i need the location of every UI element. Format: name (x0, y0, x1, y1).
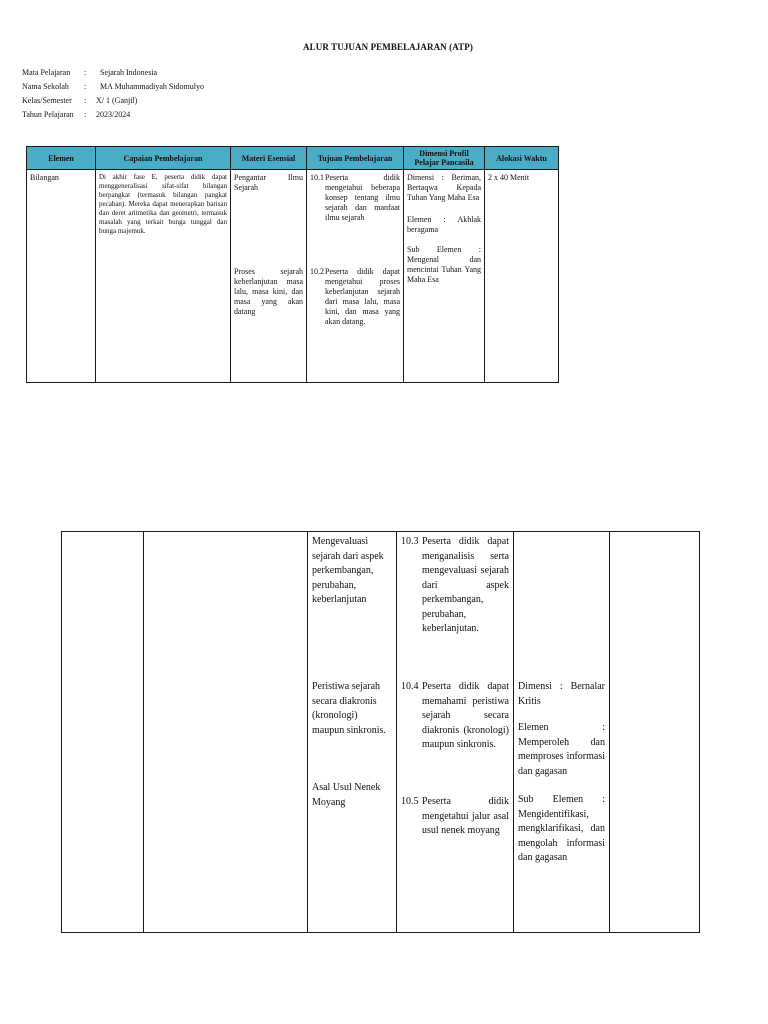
dimensi-item: Dimensi : Bernalar Kritis (518, 681, 605, 707)
dimensi-item: Elemen : Memperoleh dan memproses informasi dan gagasan (518, 722, 605, 777)
header-tujuan: Tujuan Pembelajaran (307, 147, 404, 170)
header-elemen: Elemen (27, 147, 96, 170)
meta-key: Tahun Pelajaran (22, 110, 74, 119)
tujuan-number: 10.2 (310, 267, 324, 276)
meta-colon: : (84, 82, 87, 91)
document-title: ALUR TUJUAN PEMBELAJARAN (ATP) (303, 42, 473, 52)
document-meta (22, 66, 204, 122)
cell-tujuan (397, 532, 514, 933)
materi-item: Pengantar Ilmu Sejarah (234, 173, 303, 192)
cell-materi (231, 170, 307, 383)
meta-value: MA Muhammadiyah Sidomulyo (100, 82, 204, 91)
tujuan-number: 10.5 (401, 796, 419, 807)
tujuan-text: Peserta didik dapat menganalisis serta mengevaluasi sejarah dari aspek perkembangan, perubahan, keberlanjutan. (422, 536, 509, 634)
meta-colon: : (84, 110, 87, 119)
tujuan-item (310, 267, 400, 327)
header-materi: Materi Esensial (231, 147, 307, 170)
meta-key: Nama Sekolah (22, 82, 69, 91)
cell-elemen: Bilangan (27, 170, 96, 383)
header-dimensi: Dimensi Profil Pelajar Pancasila (404, 147, 485, 170)
atp-table-page1 (26, 146, 559, 383)
meta-colon: : (84, 68, 87, 77)
cell-elemen-empty (62, 532, 144, 933)
tujuan-text: Peserta didik dapat mengetahui proses keberlanjutan sejarah dari masa lalu, masa kini, dan masa yang akan datang. (325, 267, 400, 326)
meta-row-class (22, 94, 204, 108)
meta-row-subject (22, 66, 204, 80)
meta-value: X/ 1 (Ganjil) (96, 96, 138, 105)
cell-capaian: Di akhir fase E, peserta didik dapat menggeneralisasi sifat-sifat bilangan berpangkat (termasuk bilangan pangkat pecahan). Mereka dapat menerapkan barisan dan deret aritmetika dan geometri, termasuk masalah yang terkait bunga tunggal dan bunga majemuk. (96, 170, 231, 383)
table-row (27, 170, 559, 383)
dimensi-spacer (518, 535, 605, 680)
meta-key: Mata Pelajaran (22, 68, 71, 77)
meta-value: Sejarah Indonesia (100, 68, 158, 77)
tujuan-number: 10.4 (401, 681, 419, 692)
meta-key: Kelas/Semester (22, 96, 72, 105)
materi-item: Mengevaluasi sejarah dari aspek perkembangan, perubahan, keberlanjutan (312, 536, 384, 605)
cell-capaian-empty (144, 532, 308, 933)
meta-row-year (22, 108, 204, 122)
dimensi-item: Dimensi : Beriman, Bertaqwa Kepada Tuhan Yang Maha Esa (407, 173, 481, 202)
tujuan-number: 10.1 (310, 173, 324, 182)
dimensi-item: Elemen : Akhlak beragama (407, 215, 481, 234)
cell-tujuan (307, 170, 404, 383)
table-row (62, 532, 700, 933)
header-alokasi: Alokasi Waktu (485, 147, 559, 170)
tujuan-item (401, 795, 509, 839)
cell-alokasi-empty (610, 532, 700, 933)
tujuan-text: Peserta didik mengetahui beberapa konsep tentang ilmu sejarah dan manfaat ilmu sejarah (325, 173, 400, 222)
header-capaian: Capaian Pembelajaran (96, 147, 231, 170)
atp-table-page2 (61, 531, 700, 933)
tujuan-text: Peserta didik dapat memahami peristiwa sejarah secara diakronis (kronologi) maupun sinkronis. (422, 681, 509, 750)
table-header-row (27, 147, 559, 170)
materi-item: Peristiwa sejarah secara diakronis (kronologi) maupun sinkronis. (312, 681, 386, 736)
dimensi-item: Sub Elemen : Mengenal dan mencintai Tuhan Yang Maha Esa (407, 245, 481, 284)
materi-item: Proses sejarah keberlanjutan masa lalu, masa kini, dan masa yang akan datang (234, 267, 303, 316)
tujuan-item (310, 173, 400, 267)
cell-dimensi (404, 170, 485, 383)
tujuan-text: Peserta didik mengetahui jalur asal usul nenek moyang (422, 796, 509, 836)
dimensi-item: Sub Elemen : Mengidentifikasi, mengklarifikasi, dan mengolah informasi dan gagasan (518, 794, 605, 863)
tujuan-number: 10.3 (401, 536, 419, 547)
tujuan-item (401, 535, 509, 680)
meta-colon: : (84, 96, 87, 105)
cell-dimensi (514, 532, 610, 933)
meta-value: 2023/2024 (96, 110, 131, 119)
meta-row-school (22, 80, 204, 94)
cell-alokasi: 2 x 40 Menit (485, 170, 559, 383)
cell-materi (308, 532, 397, 933)
tujuan-item (401, 680, 509, 795)
materi-item: Asal Usul Nenek Moyang (312, 782, 381, 808)
